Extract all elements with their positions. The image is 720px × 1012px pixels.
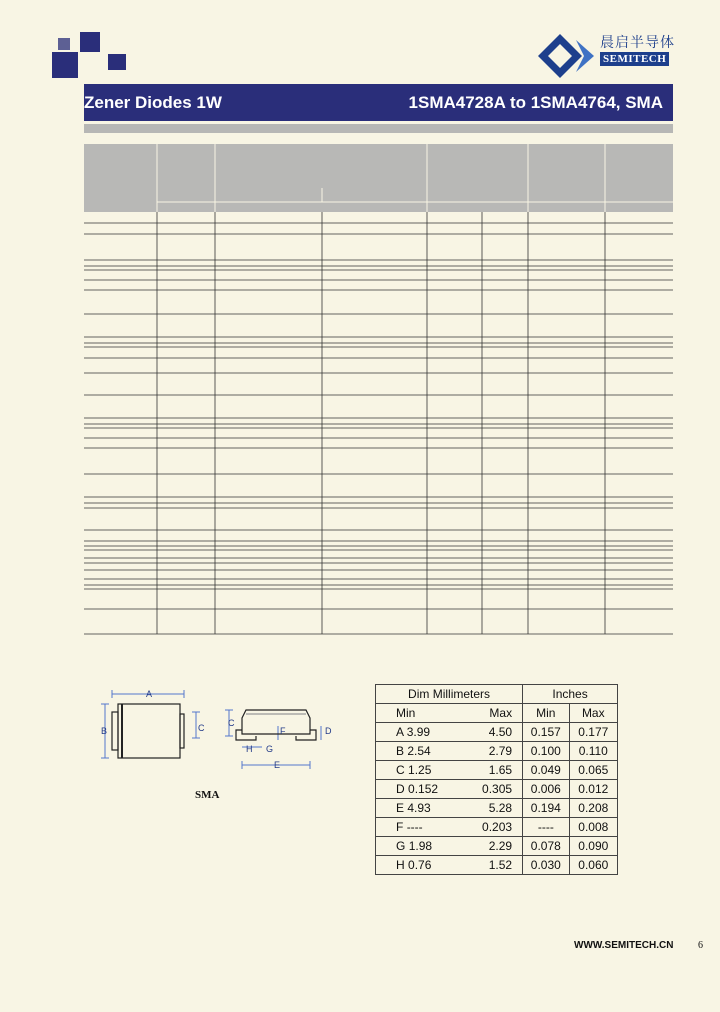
corner-square <box>58 38 70 50</box>
footer-url: WWW.SEMITECH.CN <box>574 940 674 951</box>
in-max: 0.208 <box>569 799 617 818</box>
dim-label-c: C <box>198 723 205 733</box>
in-min: 0.100 <box>523 742 569 761</box>
logo-text-cn: 晨启半导体 <box>600 35 675 51</box>
dim-row <box>376 742 618 761</box>
package-name: SMA <box>195 789 220 801</box>
semitech-logo <box>536 32 676 80</box>
page-title: Zener Diodes 1W <box>84 93 222 112</box>
dim-label-f: F <box>280 726 286 736</box>
in-max: 0.177 <box>569 723 617 742</box>
page-number: 6 <box>698 940 703 951</box>
mm-max: 1.65 <box>488 763 513 777</box>
in-min: ---- <box>523 818 569 837</box>
dim-code-mm-min: A 3.99 <box>396 725 431 739</box>
in-min: 0.078 <box>523 837 569 856</box>
dim-code-mm-min: G 1.98 <box>396 839 433 853</box>
in-max: 0.060 <box>569 856 617 875</box>
in-min: 0.030 <box>523 856 569 875</box>
dim-label-h: H <box>246 744 253 754</box>
in-min: 0.006 <box>523 780 569 799</box>
corner-square <box>108 54 126 70</box>
mm-max: 0.305 <box>482 782 513 796</box>
part-range: 1SMA4728A to 1SMA4764, SMA <box>408 93 663 112</box>
in-min-header: Min <box>523 704 569 723</box>
mm-max: 2.29 <box>488 839 513 853</box>
in-min: 0.194 <box>523 799 569 818</box>
dim-row <box>376 837 618 856</box>
dim-code-mm-min: B 2.54 <box>396 744 431 758</box>
dim-row <box>376 856 618 875</box>
mm-max-header: Max <box>489 706 513 720</box>
dim-label-b: B <box>101 726 108 736</box>
dim-label-e: E <box>274 760 281 770</box>
dimensions-table <box>375 684 618 875</box>
inches-header: Inches <box>523 685 618 704</box>
dim-code-mm-min: H 0.76 <box>396 858 432 872</box>
mm-min-header: Min <box>396 706 416 720</box>
corner-square <box>80 32 100 52</box>
mm-max: 0.203 <box>482 820 513 834</box>
dim-code-mm-min: F ---- <box>396 820 423 834</box>
title-underbar <box>84 124 673 133</box>
dim-label-d: D <box>325 726 332 736</box>
dim-row <box>376 780 618 799</box>
dim-label-g: G <box>266 744 274 754</box>
in-max: 0.008 <box>569 818 617 837</box>
in-min: 0.157 <box>523 723 569 742</box>
mm-max: 1.52 <box>488 858 513 872</box>
mm-max: 4.50 <box>488 725 513 739</box>
in-max: 0.110 <box>569 742 617 761</box>
in-max-header: Max <box>569 704 617 723</box>
in-max: 0.012 <box>569 780 617 799</box>
dim-label-a: A <box>146 689 153 699</box>
dim-row <box>376 723 618 742</box>
dim-subheader-row <box>376 704 618 723</box>
dim-mm-header: Dim Millimeters <box>376 685 523 704</box>
dim-row <box>376 761 618 780</box>
dim-header-row <box>376 685 618 704</box>
dim-code-mm-min: E 4.93 <box>396 801 431 815</box>
mm-max: 5.28 <box>488 801 513 815</box>
dim-code-mm-min: C 1.25 <box>396 763 432 777</box>
in-max: 0.065 <box>569 761 617 780</box>
dim-row <box>376 818 618 837</box>
mm-max: 2.79 <box>488 744 513 758</box>
logo-text-en: SEMITECH <box>600 52 669 66</box>
in-min: 0.049 <box>523 761 569 780</box>
corner-square <box>52 52 78 78</box>
logo-mark-icon <box>536 32 598 80</box>
dim-code-mm-min: D 0.152 <box>396 782 439 796</box>
dim-row <box>376 799 618 818</box>
spec-table <box>84 144 674 636</box>
dim-label-c: C <box>228 718 235 728</box>
in-max: 0.090 <box>569 837 617 856</box>
package-drawing <box>96 682 336 777</box>
title-bar <box>84 84 673 121</box>
